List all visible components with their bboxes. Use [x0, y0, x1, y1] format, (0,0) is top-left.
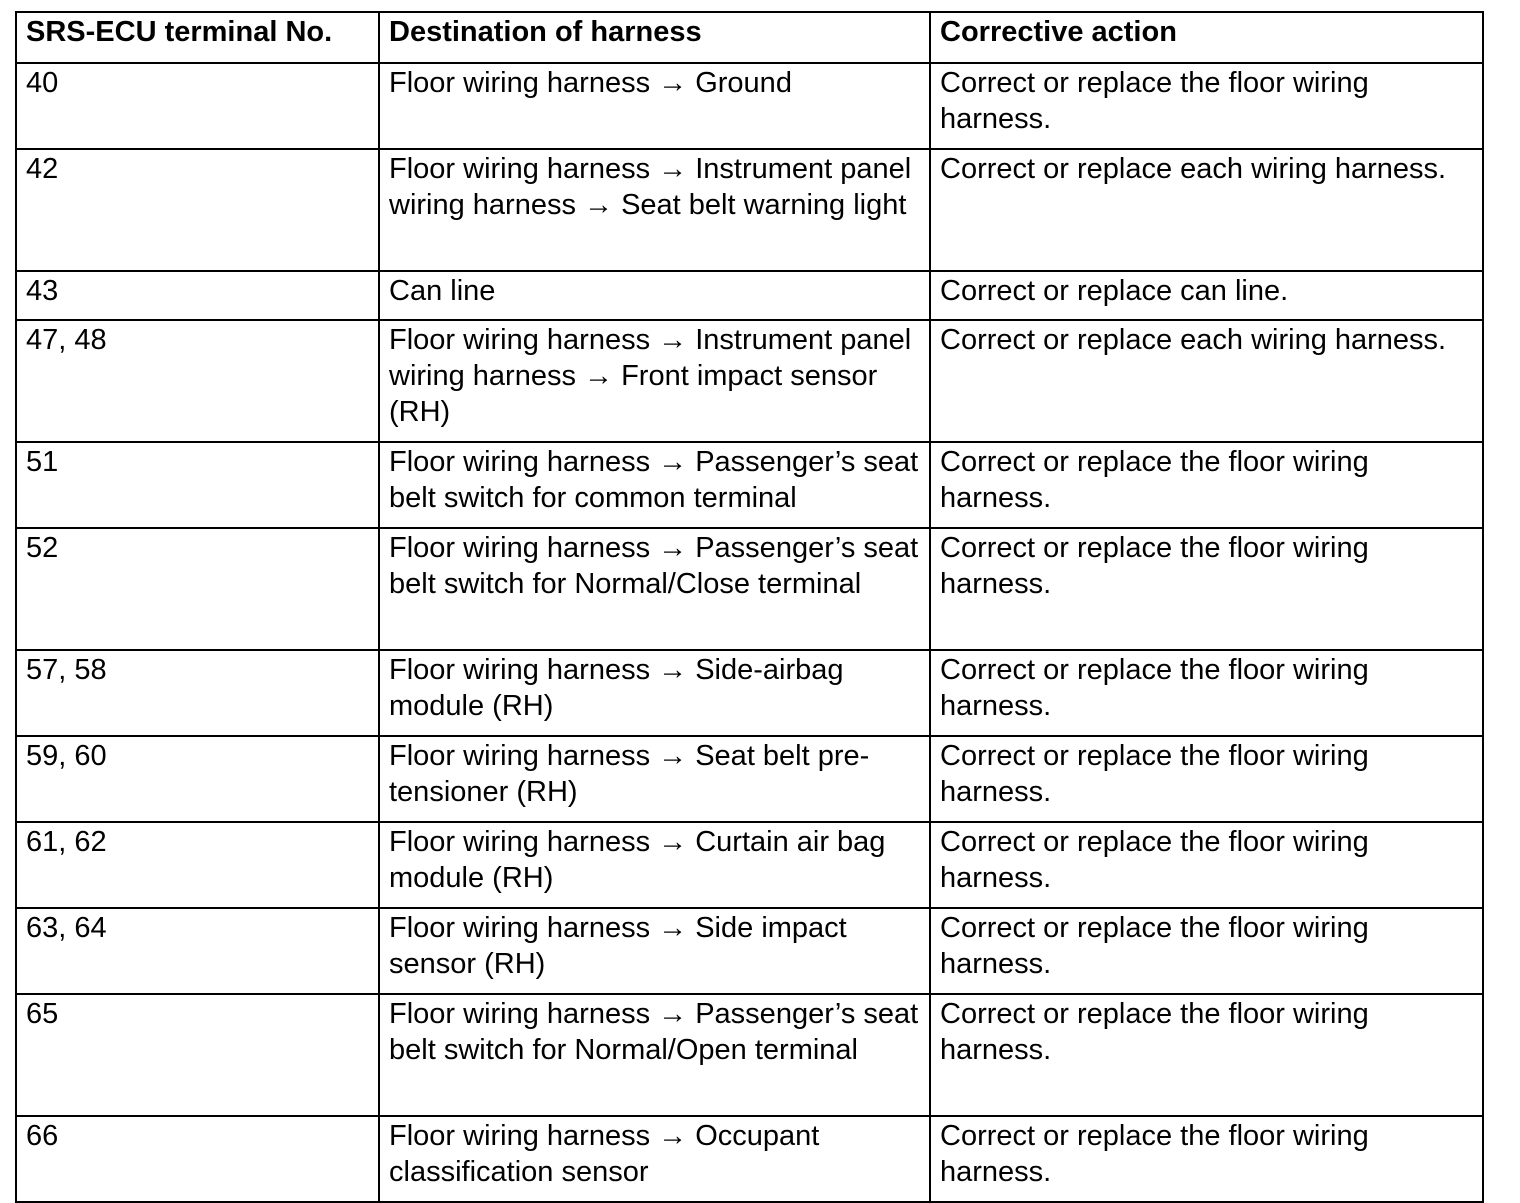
terminal-cell: 65 [16, 994, 379, 1116]
action-cell: Correct or replace each wiring harness. [930, 149, 1483, 271]
terminal-cell: 43 [16, 271, 379, 320]
action-cell: Correct or replace the floor wiring harness. [930, 650, 1483, 736]
destination-cell: Floor wiring harness → Side-airbag module (RH) [379, 650, 930, 736]
terminal-cell: 52 [16, 528, 379, 650]
action-cell: Correct or replace the floor wiring harness. [930, 528, 1483, 650]
terminal-cell: 47, 48 [16, 320, 379, 442]
destination-cell: Floor wiring harness → Curtain air bag module (RH) [379, 822, 930, 908]
table-row [16, 528, 1483, 650]
table-row [16, 320, 1483, 442]
table-row [16, 149, 1483, 271]
destination-cell: Floor wiring harness → Seat belt pre-tensioner (RH) [379, 736, 930, 822]
table-row [16, 822, 1483, 908]
table-row [16, 908, 1483, 994]
destination-cell: Floor wiring harness → Side impact sensor (RH) [379, 908, 930, 994]
srs-terminal-table [15, 11, 1484, 1203]
action-cell: Correct or replace the floor wiring harness. [930, 442, 1483, 528]
table-row [16, 650, 1483, 736]
terminal-cell: 51 [16, 442, 379, 528]
terminal-cell: 63, 64 [16, 908, 379, 994]
terminal-cell: 57, 58 [16, 650, 379, 736]
action-cell: Correct or replace the floor wiring harness. [930, 63, 1483, 149]
destination-cell: Floor wiring harness → Instrument panel wiring harness → Front impact sensor (RH) [379, 320, 930, 442]
table-row [16, 442, 1483, 528]
terminal-cell: 61, 62 [16, 822, 379, 908]
action-cell: Correct or replace the floor wiring harness. [930, 994, 1483, 1116]
terminal-cell: 42 [16, 149, 379, 271]
destination-cell: Floor wiring harness → Instrument panel wiring harness → Seat belt warning light [379, 149, 930, 271]
destination-cell: Floor wiring harness → Passenger’s seat belt switch for Normal/Close terminal [379, 528, 930, 650]
header-row [16, 12, 1483, 63]
terminal-cell: 66 [16, 1116, 379, 1202]
action-cell: Correct or replace the floor wiring harness. [930, 736, 1483, 822]
destination-cell: Floor wiring harness → Occupant classification sensor [379, 1116, 930, 1202]
table-row [16, 1116, 1483, 1202]
terminal-cell: 40 [16, 63, 379, 149]
destination-cell: Floor wiring harness → Ground [379, 63, 930, 149]
action-cell: Correct or replace the floor wiring harness. [930, 908, 1483, 994]
destination-cell: Can line [379, 271, 930, 320]
table-row [16, 63, 1483, 149]
terminal-cell: 59, 60 [16, 736, 379, 822]
destination-cell: Floor wiring harness → Passenger’s seat belt switch for Normal/Open terminal [379, 994, 930, 1116]
header-terminal: SRS-ECU terminal No. [16, 12, 379, 63]
header-action: Corrective action [930, 12, 1483, 63]
header-destination: Destination of harness [379, 12, 930, 63]
action-cell: Correct or replace each wiring harness. [930, 320, 1483, 442]
action-cell: Correct or replace can line. [930, 271, 1483, 320]
action-cell: Correct or replace the floor wiring harness. [930, 822, 1483, 908]
table-row [16, 994, 1483, 1116]
destination-cell: Floor wiring harness → Passenger’s seat belt switch for common terminal [379, 442, 930, 528]
table-row [16, 271, 1483, 320]
action-cell: Correct or replace the floor wiring harness. [930, 1116, 1483, 1202]
table-row [16, 736, 1483, 822]
